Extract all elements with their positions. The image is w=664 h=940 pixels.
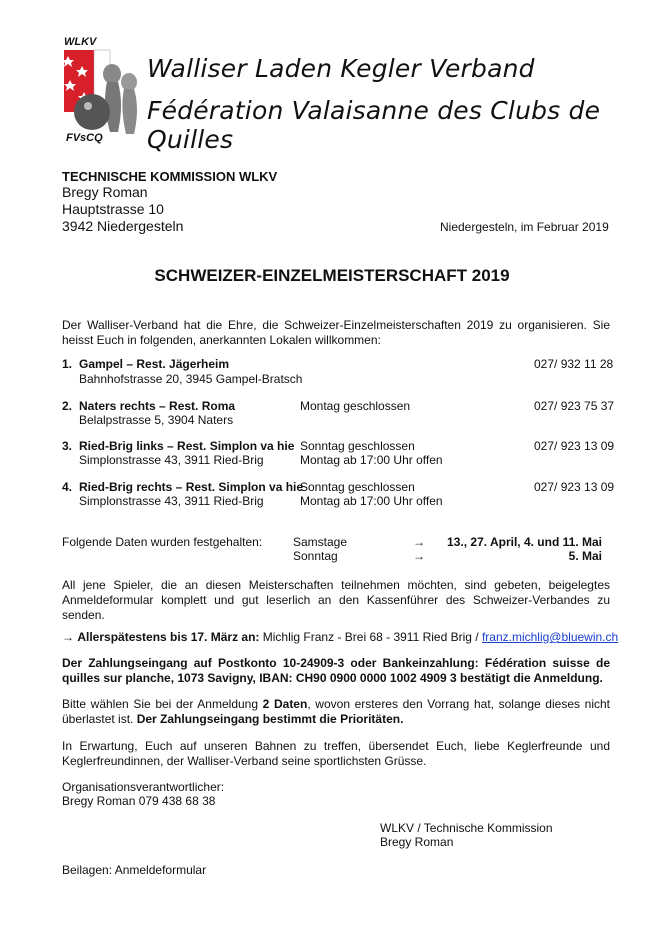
dates-day: Samstage bbox=[293, 535, 348, 549]
venue-name: Naters rechts – Rest. Roma bbox=[79, 399, 236, 413]
enclosure: Beilagen: Anmeldeformular bbox=[62, 863, 207, 877]
venue-phone: 027/ 923 75 37 bbox=[534, 399, 615, 413]
venue-address: Simplonstrasse 43, 3911 Ried-Brig bbox=[79, 453, 264, 467]
venue-note: Sonntag geschlossen bbox=[300, 439, 415, 453]
email-link[interactable]: franz.michlig@bluewin.ch bbox=[481, 630, 619, 644]
signature-line1: WLKV / Technische Kommission bbox=[380, 821, 553, 835]
organizer-label: Organisationsverantwortlicher: bbox=[62, 780, 225, 794]
choose-bold: 2 Daten bbox=[262, 697, 308, 711]
right-arrow-icon: → bbox=[413, 549, 425, 563]
venue-name: Ried-Brig links – Rest. Simplon va hie bbox=[79, 439, 295, 453]
payment-paragraph: Der Zahlungseingang auf Postkonto 10-24909-3 oder Bankeinzahlung: Fédération suisse de quilles sur planche, 1073 Savigny, IBAN: CH90 0900 0000 1002 4909 3 bestätigt die Anmeldung. bbox=[62, 656, 610, 685]
players-paragraph: All jene Spieler, die an diesen Meisterschaften teilnehmen möchten, sind gebeten, beigelegtes Anmeldeformular komplett und gut leserlich an den Kassenführer des Schweizer-Verbandes zu senden. bbox=[62, 578, 610, 622]
venue-number: 1. bbox=[62, 357, 73, 371]
place-date: Niedergesteln, im Februar 2019 bbox=[440, 220, 609, 234]
venue-number: 3. bbox=[62, 439, 73, 453]
logo-bottom-text: FVsCQ bbox=[66, 132, 103, 144]
deadline-address: Michlig Franz - Brei 68 - 3911 Ried Brig / bbox=[259, 630, 482, 644]
logo-top-text: WLKV bbox=[64, 36, 97, 48]
sender-org: TECHNISCHE KOMMISSION WLKV bbox=[62, 169, 278, 184]
venue-note: Montag ab 17:00 Uhr offen bbox=[300, 453, 443, 467]
right-arrow-icon: → bbox=[413, 535, 425, 549]
header-title-german: Walliser Laden Kegler Verband bbox=[147, 54, 535, 83]
bowling-pins-logo-icon bbox=[62, 44, 146, 136]
venue-address: Belalpstrasse 5, 3904 Naters bbox=[79, 413, 234, 427]
venue-address: Bahnhofstrasse 20, 3945 Gampel-Bratsch bbox=[79, 372, 303, 386]
venue-number: 2. bbox=[62, 399, 73, 413]
sender-street: Hauptstrasse 10 bbox=[62, 201, 164, 217]
venue-address: Simplonstrasse 43, 3911 Ried-Brig bbox=[79, 494, 264, 508]
choose-paragraph bbox=[62, 697, 610, 727]
dates-value: 13., 27. April, 4. und 11. Mai bbox=[447, 535, 602, 549]
choose-text: , wovon ersteres den Vorrang hat, solange dieses nicht überlastet ist. bbox=[62, 697, 610, 726]
document-title: SCHWEIZER-EINZELMEISTERSCHAFT 2019 bbox=[154, 266, 510, 285]
choose-text: Bitte wählen Sie bei der Anmeldung bbox=[62, 697, 263, 711]
sender-city: 3942 Niedergesteln bbox=[62, 218, 184, 234]
header-title-french: Fédération Valaisanne des Clubs de Quilles bbox=[147, 96, 601, 154]
signature-line2: Bregy Roman bbox=[380, 835, 454, 849]
venue-name: Ried-Brig rechts – Rest. Simplon va hie bbox=[79, 480, 304, 494]
dates-day: Sonntag bbox=[293, 549, 338, 563]
organizer-contact: Bregy Roman 079 438 68 38 bbox=[62, 794, 216, 808]
deadline-line bbox=[62, 630, 622, 645]
venue-name: Gampel – Rest. Jägerheim bbox=[79, 357, 230, 371]
venue-note: Sonntag geschlossen bbox=[300, 480, 415, 494]
intro-paragraph: Der Walliser-Verband hat die Ehre, die Schweizer-Einzelmeisterschaften 2019 zu organisieren. Sie heisst Euch in folgenden, anerkannten Lokalen willkommen: bbox=[62, 318, 610, 347]
dates-label: Folgende Daten wurden festgehalten: bbox=[62, 535, 263, 549]
closing-paragraph: In Erwartung, Euch auf unseren Bahnen zu treffen, übersendet Euch, liebe Keglerfreunde und Keglerfreundinnen, der Walliser-Verband seine sportlichsten Grüsse. bbox=[62, 739, 610, 768]
sender-name: Bregy Roman bbox=[62, 184, 148, 200]
right-arrow-icon: → bbox=[62, 630, 74, 644]
venue-number: 4. bbox=[62, 480, 73, 494]
venue-phone: 027/ 923 13 09 bbox=[534, 480, 615, 494]
venue-note: Montag geschlossen bbox=[300, 399, 411, 413]
deadline-bold: Allerspätestens bis 17. März an: bbox=[77, 630, 260, 644]
dates-value: 5. Mai bbox=[568, 549, 602, 563]
venue-phone: 027/ 932 11 28 bbox=[534, 357, 614, 371]
choose-bold: Der Zahlungseingang bestimmt die Prioritäten. bbox=[136, 712, 404, 726]
venue-note: Montag ab 17:00 Uhr offen bbox=[300, 494, 443, 508]
venue-phone: 027/ 923 13 09 bbox=[534, 439, 615, 453]
